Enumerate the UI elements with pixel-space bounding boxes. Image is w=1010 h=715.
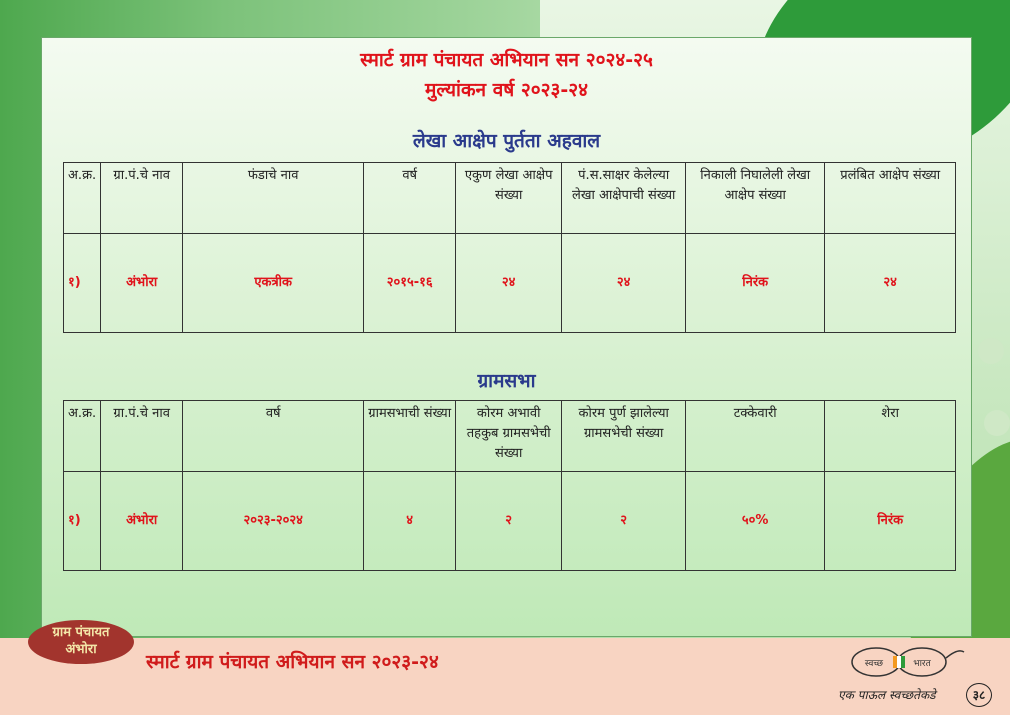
table-cell: निरंक: [686, 234, 825, 333]
decorative-clover-icon: [984, 410, 1010, 436]
badge-line: अंभोरा: [65, 642, 97, 657]
report-panel: [41, 37, 972, 637]
audit-objection-table: [63, 162, 956, 333]
table-cell: २: [456, 472, 562, 571]
footer-title: स्मार्ट ग्राम पंचायत अभियान सन २०२३-२४: [146, 651, 439, 673]
logo-word-right: भारत: [913, 659, 931, 669]
table-row: [64, 234, 956, 333]
column-header: फंडाचे नाव: [183, 163, 364, 234]
column-header: ग्रा.पं.चे नाव: [101, 163, 183, 234]
table-row: [64, 472, 956, 571]
table-cell: ४: [364, 472, 456, 571]
badge-line: ग्राम पंचायत: [52, 625, 110, 640]
table-cell: अंभोरा: [101, 472, 183, 571]
column-header: कोरम अभावी तहकुब ग्रामसभेची संख्या: [456, 401, 562, 472]
table-cell: २०१५-१६: [364, 234, 456, 333]
table-cell: १): [64, 234, 101, 333]
column-header: ग्रा.पं.चे नाव: [101, 401, 183, 472]
swachh-slogan: एक पाऊल स्वच्छतेकडे: [838, 688, 936, 702]
swachh-bharat-glasses-icon: [838, 640, 968, 682]
column-header: टक्केवारी: [686, 401, 825, 472]
table-cell: ५०%: [686, 472, 825, 571]
audit-section-title: लेखा आक्षेप पुर्तता अहवाल: [412, 130, 601, 152]
table-cell: २०२३-२०२४: [183, 472, 364, 571]
table-cell: २४: [562, 234, 686, 333]
decorative-clover-icon: [978, 338, 1004, 364]
assessment-year-title: मुल्यांकन वर्ष २०२३-२४: [424, 79, 589, 101]
column-header: वर्ष: [183, 401, 364, 472]
gramsabha-section-title: ग्रामसभा: [477, 370, 536, 392]
gram-panchayat-badge: [28, 620, 134, 664]
column-header: निकाली निघालेली लेखा आक्षेप संख्या: [686, 163, 825, 234]
column-header: अ.क्र.: [64, 163, 101, 234]
table-cell: निरंक: [825, 472, 956, 571]
column-header: एकुण लेखा आक्षेप संख्या: [456, 163, 562, 234]
table-cell: १): [64, 472, 101, 571]
main-title: स्मार्ट ग्राम पंचायत अभियान सन २०२४-२५: [360, 49, 653, 71]
logo-word-left: स्वच्छ: [864, 659, 884, 669]
page-number: ३८: [966, 683, 992, 707]
column-header: कोरम पुर्ण झालेल्या ग्रामसभेची संख्या: [562, 401, 686, 472]
column-header: ग्रामसभाची संख्या: [364, 401, 456, 472]
table-cell: २: [562, 472, 686, 571]
table-cell: २४: [456, 234, 562, 333]
table-cell: अंभोरा: [101, 234, 183, 333]
column-header: शेरा: [825, 401, 956, 472]
column-header: वर्ष: [364, 163, 456, 234]
table-header-row: [64, 163, 956, 234]
column-header: प्रलंबित आक्षेप संख्या: [825, 163, 956, 234]
table-header-row: [64, 401, 956, 472]
column-header: पं.स.साक्षर केलेल्या लेखा आक्षेपाची संख्या: [562, 163, 686, 234]
gramsabha-table: [63, 400, 956, 571]
column-header: अ.क्र.: [64, 401, 101, 472]
table-cell: २४: [825, 234, 956, 333]
table-cell: एकत्रीक: [183, 234, 364, 333]
